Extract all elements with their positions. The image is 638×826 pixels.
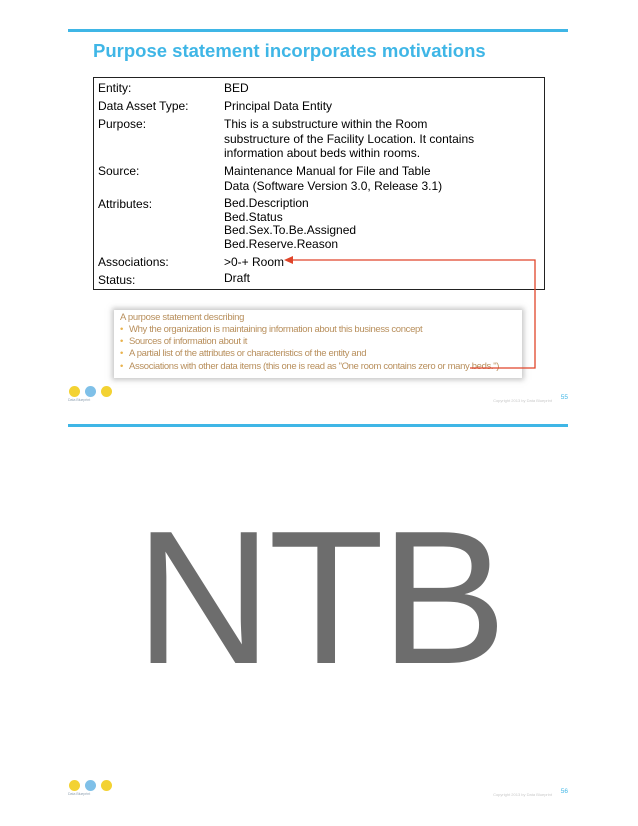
footer-logo (68, 386, 118, 406)
face-icon (101, 780, 112, 791)
row-key: Status: (98, 273, 136, 287)
face-icon (69, 386, 80, 397)
purpose-line: substructure of the Facility Location. It contains (224, 131, 475, 146)
callout-bullet: • Sources of information about it (120, 336, 247, 348)
big-text: NTB (135, 492, 503, 704)
row-value: BED (224, 81, 249, 95)
bullet-icon: • (120, 360, 123, 372)
row-value: Principal Data Entity (224, 99, 333, 113)
attribute-line: Bed.Reserve.Reason (224, 236, 339, 251)
page-number: 56 (560, 788, 568, 795)
top-rule (68, 29, 568, 32)
callout-intro: A purpose statement describing (120, 312, 245, 323)
slide-56 (0, 413, 638, 826)
slide-title: Purpose statement incorporates motivations (93, 40, 486, 61)
purpose-line: This is a substructure within the Room (224, 117, 428, 131)
face-icon (85, 386, 96, 397)
callout-bullet: • Why the organization is maintaining information about this business concept (120, 324, 423, 335)
copyright-text: Copyright 2013 by Data Blueprint (493, 792, 552, 797)
callout-bullet: • A partial list of the attributes or characteristics of the entity and (120, 348, 367, 360)
row-value: Draft (224, 271, 251, 285)
top-rule (68, 424, 568, 427)
row-key: Data Asset Type: (98, 99, 189, 113)
row-key: Entity: (98, 81, 132, 95)
page-number: 55 (560, 394, 568, 401)
callout-bullet: • Associations with other data items (this one is read as "One room contains zero or many beds.") (120, 360, 500, 372)
logo-text: Data Blueprint (68, 792, 91, 796)
bullet-icon: • (120, 336, 123, 348)
row-key: Source: (98, 164, 140, 178)
callout-box (114, 310, 522, 378)
source-line: Data (Software Version 3.0, Release 3.1) (224, 178, 443, 193)
callout-bullets (120, 324, 516, 373)
footer-logo (68, 780, 118, 800)
face-icon (69, 780, 80, 791)
row-value (224, 117, 474, 161)
copyright-text: Copyright 2013 by Data Blueprint (493, 398, 552, 403)
face-icon (101, 386, 112, 397)
attribute-line: Bed.Status (224, 209, 283, 224)
bullet-icon: • (120, 324, 123, 335)
entity-description-box (93, 77, 545, 290)
row-key: Attributes: (98, 197, 153, 211)
face-icon (85, 780, 96, 791)
row-value (224, 164, 442, 193)
source-line: Maintenance Manual for File and Table (224, 164, 431, 178)
row-key: Associations: (98, 255, 169, 269)
row-value (224, 197, 356, 251)
attribute-line: Bed.Description (224, 196, 309, 210)
purpose-line: information about beds within rooms. (224, 146, 421, 160)
row-key: Purpose: (98, 117, 147, 131)
bullet-icon: • (120, 348, 123, 360)
logo-text: Data Blueprint (68, 398, 91, 402)
row-value: >0-+ Room (224, 255, 285, 269)
attribute-line: Bed.Sex.To.Be.Assigned (224, 223, 357, 237)
